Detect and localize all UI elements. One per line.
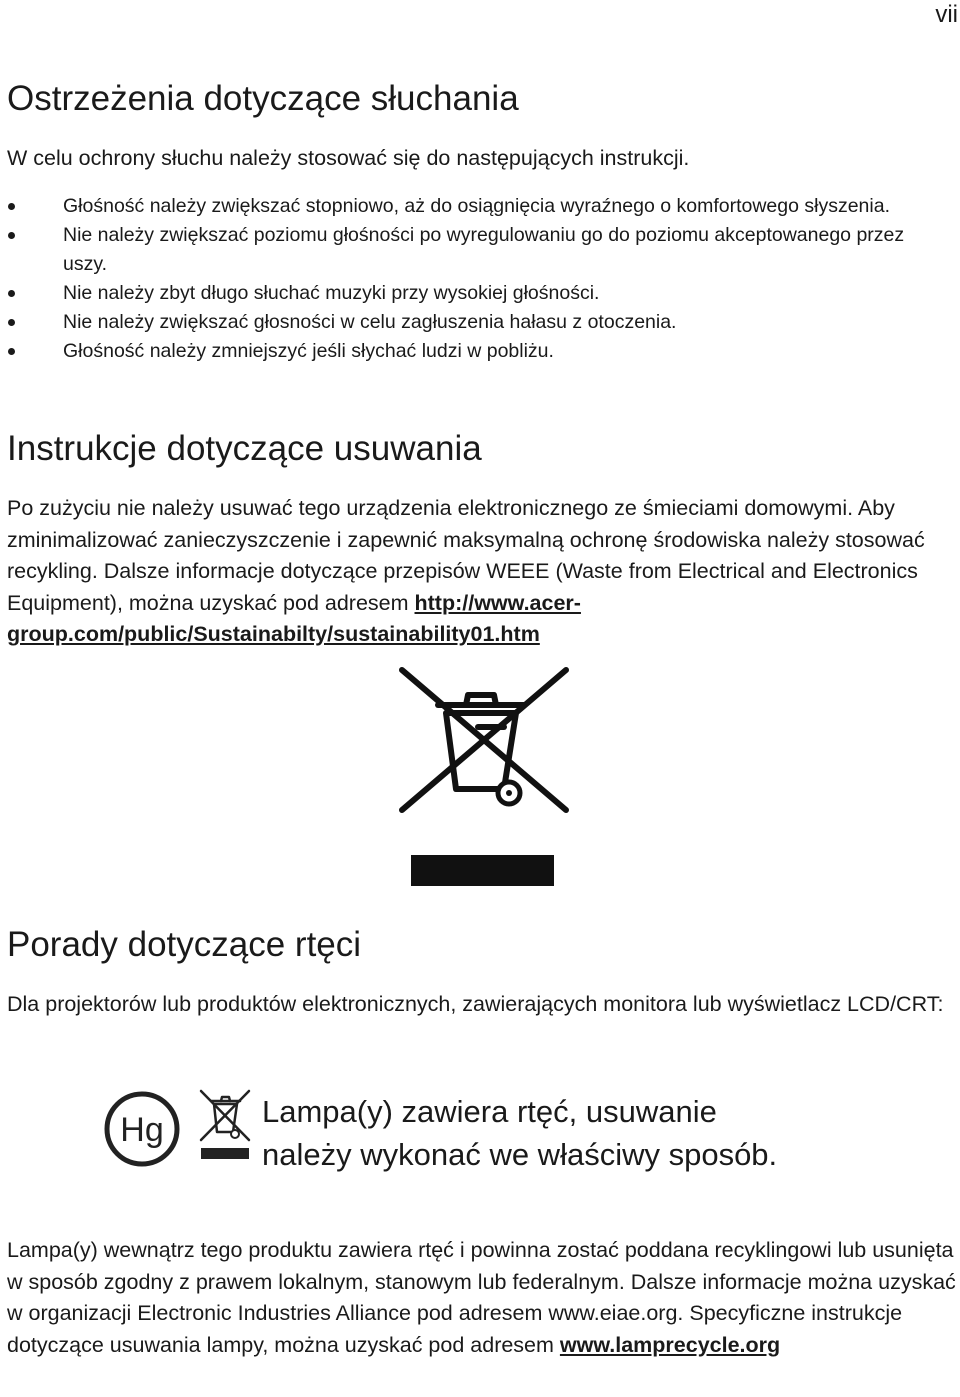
list-item: Głośność należy zmniejszyć jeśli słychać ludzi w pobliżu. bbox=[0, 337, 950, 366]
bullet-icon bbox=[8, 203, 15, 210]
crossed-out-wheelie-bin-icon bbox=[398, 667, 570, 813]
weee-separate-collection-bar bbox=[411, 855, 554, 886]
crossed-out-wheelie-bin-small-icon bbox=[197, 1088, 253, 1160]
hearing-instructions-list bbox=[0, 192, 950, 366]
list-item: Nie należy zwiększać głosności w celu zagłuszenia hałasu z otoczenia. bbox=[0, 308, 950, 337]
mercury-intro: Dla projektorów lub produktów elektronicznych, zawierających monitora lub wyświetlacz LCD/CRT: bbox=[7, 992, 944, 1016]
bullet-icon bbox=[8, 290, 15, 297]
weee-info-link[interactable]: http://www.acer-group.com/public/Sustainabilty/sustainability01.htm bbox=[7, 590, 581, 646]
svg-text:Hg: Hg bbox=[120, 1111, 164, 1149]
mercury-heading: Porady dotyczące rtęci bbox=[7, 925, 362, 964]
bullet-icon bbox=[8, 232, 15, 239]
page-number: vii bbox=[935, 1, 958, 28]
hearing-intro: W celu ochrony słuchu należy stosować się do następujących instrukcji. bbox=[7, 146, 690, 170]
disposal-heading: Instrukcje dotyczące usuwania bbox=[7, 429, 482, 468]
bullet-icon bbox=[8, 319, 15, 326]
mercury-body-text: Lampa(y) wewnątrz tego produktu zawiera rtęć i powinna zostać poddana recyklingowi lub usunięta w sposób zgodny z prawem lokalnym, stanowym lub federalnym. Dalsze informacje można uzyskać w organizacji Electronic Industries Alliance pod adresem www.eiae.org. Specyficzne instrukcje dotyczące usuwania lampy, można uzyskać pod adresem www.lamprecycle.org bbox=[7, 1238, 956, 1357]
list-item: Nie należy zwiększać poziomu głośności po wyregulowaniu go do poziomu akceptowanego przez uszy. bbox=[0, 221, 950, 279]
mercury-lamp-label bbox=[262, 1090, 777, 1176]
hearing-warnings-heading: Ostrzeżenia dotyczące słuchania bbox=[7, 79, 519, 118]
disposal-text: Po zużyciu nie należy usuwać tego urządzenia elektronicznego ze śmieciami domowymi. Aby zminimalizować zanieczyszczenie i zapewnić maksymalną ochronę środowiska należy stosować recykling. Dalsze informacje dotyczące przepisów WEEE (Waste from Electrical and Electronics Equipment), można uzyskać pod adresem http://www.acer-group.com/public/Sustainabilty/sustainability01.htm bbox=[7, 496, 925, 646]
hg-mercury-icon bbox=[103, 1090, 181, 1168]
bullet-icon bbox=[8, 348, 15, 355]
lamprecycle-link[interactable]: www.lamprecycle.org bbox=[559, 1332, 781, 1357]
list-item: Nie należy zbyt długo słuchać muzyki przy wysokiej głośności. bbox=[0, 279, 950, 308]
list-item: Głośność należy zwiększać stopniowo, aż do osiągnięcia wyraźnego o komfortowego słyszenia. bbox=[0, 192, 950, 221]
mercury-lamp-label-line: należy wykonać we właściwy sposób. bbox=[262, 1137, 778, 1172]
mercury-lamp-label-line: Lampa(y) zawiera rtęć, usuwanie bbox=[262, 1094, 717, 1129]
